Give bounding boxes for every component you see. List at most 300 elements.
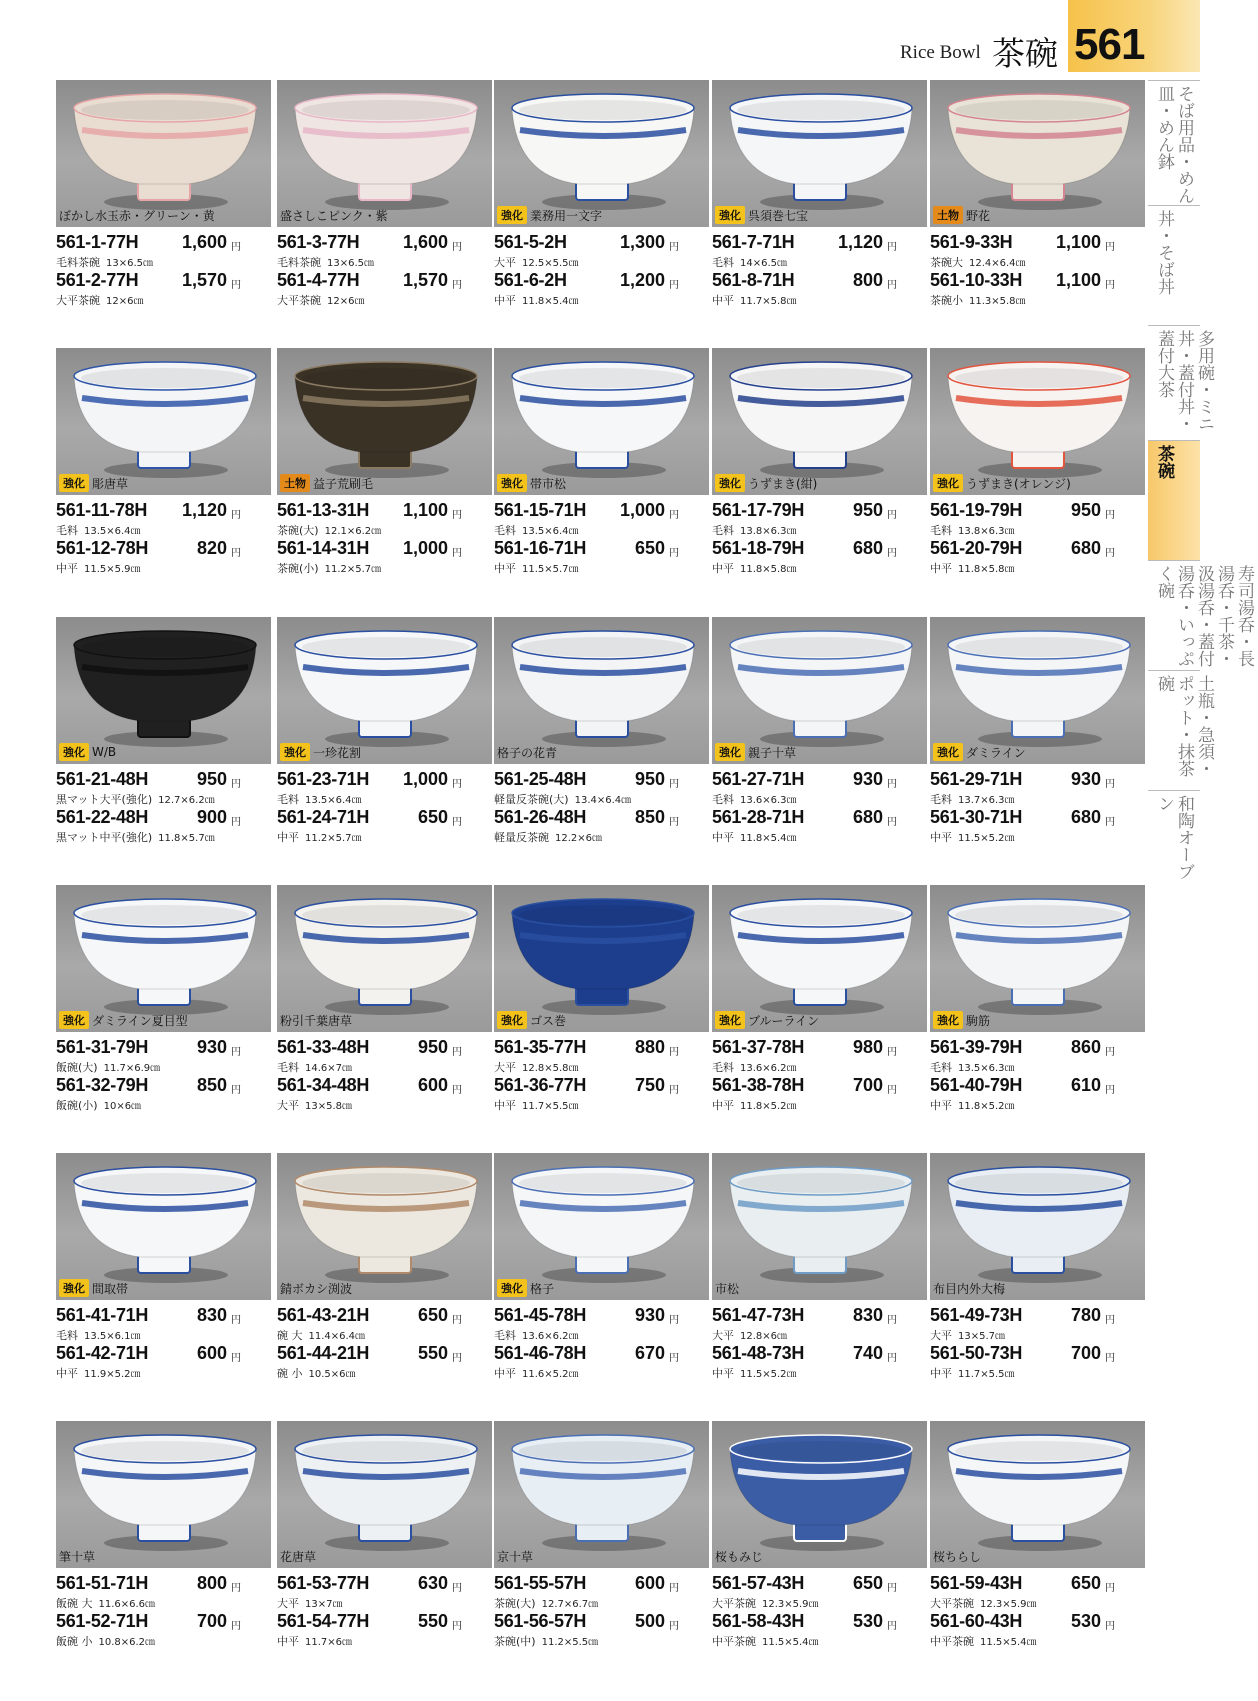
bowl-illustration	[494, 348, 709, 495]
product-size: 12.4×6.4㎝	[969, 258, 1026, 269]
product-spec	[277, 1633, 352, 1649]
product-spec	[56, 791, 215, 807]
product-size: 11.7×5.5㎝	[522, 1101, 579, 1112]
product-card[interactable]	[56, 885, 271, 1165]
product-card[interactable]	[277, 885, 492, 1165]
side-tab[interactable]	[1148, 790, 1200, 885]
product-size: 13×6.5㎝	[327, 258, 375, 269]
product-spec	[277, 254, 374, 270]
product-code: 561-6-2H	[494, 270, 567, 290]
product-photo	[494, 348, 709, 495]
product-name: 京十草	[497, 1550, 534, 1564]
yen-unit: 円	[887, 1621, 897, 1632]
bowl-illustration	[277, 617, 492, 764]
product-price: 680	[1070, 807, 1101, 827]
product-name: ダミライン	[966, 745, 1026, 760]
product-spec	[56, 1633, 155, 1649]
product-size: 13×7㎝	[305, 1599, 343, 1610]
product-code: 561-60-43H	[930, 1611, 1023, 1631]
product-card[interactable]	[930, 617, 1145, 897]
price-line	[277, 270, 492, 292]
product-price: 750	[634, 1075, 665, 1095]
product-price: 550	[417, 1343, 448, 1363]
product-price: 650	[634, 538, 665, 558]
product-card[interactable]	[494, 1153, 709, 1433]
product-card[interactable]	[494, 1421, 709, 1701]
product-code: 561-14-31H	[277, 538, 370, 558]
product-size: 14.6×7㎝	[305, 1063, 353, 1074]
product-card[interactable]	[712, 885, 927, 1165]
product-type: 茶碗小	[930, 294, 963, 307]
product-badge: 強化	[280, 743, 310, 761]
product-code: 561-35-77H	[494, 1037, 587, 1057]
product-card[interactable]	[56, 1421, 271, 1701]
product-size: 13.5×6.4㎝	[84, 526, 141, 537]
product-size: 10×6㎝	[103, 1101, 142, 1112]
product-spec	[56, 1097, 141, 1113]
product-size: 11.8×5.2㎝	[740, 1101, 797, 1112]
product-code: 561-45-78H	[494, 1305, 587, 1325]
product-name: ダミライン夏目型	[92, 1013, 188, 1028]
product-card[interactable]	[277, 1153, 492, 1433]
product-caption	[715, 743, 796, 761]
product-spec	[277, 560, 381, 576]
product-code: 561-41-71H	[56, 1305, 149, 1325]
product-price: 700	[852, 1075, 883, 1095]
product-spec	[930, 1097, 1015, 1113]
product-type: 黒マット大平(強化)	[56, 793, 153, 806]
product-code: 561-20-79H	[930, 538, 1023, 558]
product-size: 11.5×5.9㎝	[84, 564, 141, 575]
product-spec	[930, 1327, 1005, 1343]
price-line	[930, 769, 1145, 791]
yen-unit: 円	[1105, 242, 1115, 253]
product-card[interactable]	[494, 80, 709, 360]
product-type: 中平	[494, 1367, 516, 1380]
side-tab-label: 寿司湯呑・長湯呑・千茶・汲湯呑・蓋付湯呑・いっぷく碗	[1154, 565, 1254, 667]
product-size: 13.5×6.3㎝	[958, 1063, 1015, 1074]
price-line	[277, 1037, 492, 1059]
product-photo	[494, 885, 709, 1032]
product-caption	[497, 1011, 566, 1029]
yen-unit: 円	[669, 1047, 679, 1058]
product-code: 561-19-79H	[930, 500, 1023, 520]
product-code: 561-2-77H	[56, 270, 139, 290]
product-type: 毛料	[56, 1329, 78, 1342]
product-card[interactable]	[712, 617, 927, 897]
yen-unit: 円	[1105, 1315, 1115, 1326]
product-code: 561-7-71H	[712, 232, 795, 252]
product-badge: 強化	[59, 1279, 89, 1297]
product-code: 561-51-71H	[56, 1573, 149, 1593]
product-price: 800	[196, 1573, 227, 1593]
price-line	[277, 1611, 492, 1633]
product-photo	[930, 80, 1145, 227]
price-line	[930, 538, 1145, 560]
product-badge: 強化	[59, 743, 89, 761]
product-badge: 強化	[715, 474, 745, 492]
product-photo	[56, 348, 271, 495]
product-photo	[712, 1153, 927, 1300]
product-price: 930	[196, 1037, 227, 1057]
product-spec	[494, 522, 579, 538]
product-type: 毛料	[930, 1061, 952, 1074]
product-card[interactable]	[277, 1421, 492, 1701]
product-type: 中平	[930, 1099, 952, 1112]
product-card[interactable]	[277, 348, 492, 628]
yen-unit: 円	[669, 1085, 679, 1096]
bowl-illustration	[712, 1153, 927, 1300]
product-card[interactable]	[930, 1153, 1145, 1433]
product-spec	[277, 1097, 352, 1113]
product-type: 中平	[712, 562, 734, 575]
product-spec	[494, 791, 631, 807]
product-photo	[56, 1421, 271, 1568]
product-code: 561-26-48H	[494, 807, 587, 827]
price-line	[277, 538, 492, 560]
bowl-illustration	[712, 617, 927, 764]
product-type: 毛料茶碗	[277, 256, 321, 269]
product-type: 毛料	[277, 793, 299, 806]
price-line	[494, 1343, 709, 1365]
bowl-illustration	[56, 1153, 271, 1300]
product-size: 11.2×5.7㎝	[305, 833, 362, 844]
product-price: 850	[634, 807, 665, 827]
product-spec	[494, 1059, 579, 1075]
product-name: ゴス巻	[530, 1013, 567, 1028]
side-tab[interactable]	[1148, 670, 1214, 790]
product-size: 11.5×5.2㎝	[958, 833, 1015, 844]
product-price: 850	[196, 1075, 227, 1095]
product-price: 950	[852, 500, 883, 520]
product-type: 大平茶碗	[56, 294, 100, 307]
yen-unit: 円	[231, 242, 241, 253]
side-tab-label: 茶碗	[1154, 445, 1174, 479]
product-size: 13.5×6.1㎝	[84, 1331, 141, 1342]
product-badge: 強化	[715, 206, 745, 224]
product-badge: 強化	[59, 474, 89, 492]
product-code: 561-49-73H	[930, 1305, 1023, 1325]
product-size: 13.6×6.3㎝	[740, 795, 797, 806]
product-price: 930	[1070, 769, 1101, 789]
bowl-illustration	[56, 348, 271, 495]
product-spec	[494, 1595, 598, 1611]
product-name: 布目内外大梅	[933, 1282, 1006, 1296]
product-code: 561-9-33H	[930, 232, 1013, 252]
product-code: 561-13-31H	[277, 500, 370, 520]
product-price: 860	[1070, 1037, 1101, 1057]
product-name: 一珍花割	[313, 745, 362, 760]
yen-unit: 円	[231, 779, 241, 790]
side-tab[interactable]	[1148, 80, 1200, 205]
price-line	[930, 807, 1145, 829]
yen-unit: 円	[1105, 280, 1115, 291]
product-size: 13.8×6.3㎝	[958, 526, 1015, 537]
bowl-illustration	[56, 1421, 271, 1568]
page-number: 561	[1074, 20, 1145, 69]
product-type: 大平茶碗	[277, 294, 321, 307]
product-badge: 強化	[497, 206, 527, 224]
product-code: 561-42-71H	[56, 1343, 149, 1363]
price-line	[56, 1573, 271, 1595]
product-badge: 土物	[280, 474, 310, 492]
product-price: 1,120	[837, 232, 883, 252]
product-price: 1,100	[1055, 232, 1101, 252]
product-size: 10.8×6.2㎝	[98, 1637, 156, 1648]
product-spec	[712, 1595, 819, 1611]
yen-unit: 円	[452, 1583, 462, 1594]
yen-unit: 円	[452, 1047, 462, 1058]
product-size: 11.5×5.4㎝	[980, 1637, 1037, 1648]
product-photo	[930, 617, 1145, 764]
yen-unit: 円	[231, 280, 241, 291]
product-type: 大平	[494, 1061, 516, 1074]
product-caption	[497, 744, 557, 761]
product-type: 茶碗(大)	[494, 1597, 536, 1610]
product-size: 11.5×5.7㎝	[522, 564, 579, 575]
yen-unit: 円	[231, 1621, 241, 1632]
product-card[interactable]	[56, 1153, 271, 1433]
product-type: 大平	[494, 256, 516, 269]
product-card[interactable]	[930, 348, 1145, 628]
product-name: 錆ボカシ渕波	[280, 1282, 353, 1296]
yen-unit: 円	[231, 1047, 241, 1058]
product-type: 毛料	[712, 524, 734, 537]
price-line	[277, 1573, 492, 1595]
product-card[interactable]	[712, 1421, 927, 1701]
product-photo	[494, 1421, 709, 1568]
product-card[interactable]	[277, 80, 492, 360]
product-spec	[712, 1365, 797, 1381]
product-code: 561-23-71H	[277, 769, 370, 789]
product-code: 561-52-71H	[56, 1611, 149, 1631]
product-photo	[277, 348, 492, 495]
product-type: 大平	[712, 1329, 734, 1342]
yen-unit: 円	[452, 817, 462, 828]
product-spec	[494, 829, 602, 845]
product-card[interactable]	[56, 348, 271, 628]
price-line	[56, 1075, 271, 1097]
product-code: 561-48-73H	[712, 1343, 805, 1363]
product-spec	[56, 1059, 160, 1075]
product-spec	[930, 292, 1026, 308]
side-tab-label: 和陶オーブン	[1154, 795, 1194, 880]
product-badge: 強化	[933, 1011, 963, 1029]
product-size: 12×6㎝	[327, 296, 365, 307]
price-line	[712, 807, 927, 829]
product-photo	[930, 885, 1145, 1032]
product-caption	[933, 1280, 1005, 1297]
yen-unit: 円	[452, 1353, 462, 1364]
product-price: 930	[852, 769, 883, 789]
product-name: 益子荒刷毛	[313, 476, 374, 491]
product-type: 碗 大	[277, 1329, 303, 1342]
product-size: 10.5×6㎝	[308, 1369, 356, 1380]
product-code: 561-57-43H	[712, 1573, 805, 1593]
side-tab-label: そば用品・めん皿・めん鉢	[1154, 85, 1194, 204]
product-card[interactable]	[712, 80, 927, 360]
product-code: 561-11-78H	[56, 500, 148, 520]
product-name: 桜もみじ	[715, 1550, 764, 1564]
product-spec	[277, 292, 364, 308]
product-spec	[712, 1097, 797, 1113]
price-line	[277, 1343, 492, 1365]
product-badge: 強化	[497, 1279, 527, 1297]
product-name: 格子の花青	[497, 746, 558, 760]
product-price: 680	[1070, 538, 1101, 558]
product-type: 飯碗(大)	[56, 1061, 98, 1074]
product-name: 野花	[966, 208, 991, 223]
price-line	[277, 769, 492, 791]
product-price: 650	[852, 1573, 883, 1593]
product-code: 561-21-48H	[56, 769, 149, 789]
product-badge: 強化	[715, 743, 745, 761]
yen-unit: 円	[669, 510, 679, 521]
yen-unit: 円	[1105, 1047, 1115, 1058]
product-badge: 強化	[497, 1011, 527, 1029]
product-price: 950	[196, 769, 227, 789]
price-line	[56, 538, 271, 560]
product-type: 中平	[930, 1367, 952, 1380]
product-spec	[930, 1059, 1015, 1075]
product-caption	[933, 1548, 981, 1565]
side-tab[interactable]	[1148, 560, 1254, 670]
product-type: 毛料茶碗	[56, 256, 100, 269]
price-line	[494, 500, 709, 522]
bowl-illustration	[56, 80, 271, 227]
product-code: 561-8-71H	[712, 270, 795, 290]
product-size: 13.5×6.4㎝	[522, 526, 579, 537]
product-size: 11.5×5.4㎝	[762, 1637, 819, 1648]
product-photo	[56, 617, 271, 764]
product-price: 1,600	[402, 232, 448, 252]
product-spec	[56, 292, 143, 308]
product-price: 530	[852, 1611, 883, 1631]
price-line	[712, 769, 927, 791]
price-line	[930, 1343, 1145, 1365]
product-name: 業務用一文字	[530, 208, 603, 223]
product-size: 11.9×5.2㎝	[84, 1369, 141, 1380]
product-price: 900	[196, 807, 227, 827]
product-caption	[715, 1011, 819, 1029]
yen-unit: 円	[887, 548, 897, 559]
yen-unit: 円	[1105, 1583, 1115, 1594]
yen-unit: 円	[669, 817, 679, 828]
yen-unit: 円	[1105, 548, 1115, 559]
product-type: 茶碗(大)	[277, 524, 319, 537]
product-card[interactable]	[277, 617, 492, 897]
product-price: 650	[417, 1305, 448, 1325]
product-price: 530	[1070, 1611, 1101, 1631]
price-line	[930, 1305, 1145, 1327]
product-card[interactable]	[56, 617, 271, 897]
product-size: 13×5.8㎝	[305, 1101, 353, 1112]
product-card[interactable]	[56, 80, 271, 360]
price-line	[277, 807, 492, 829]
yen-unit: 円	[452, 548, 462, 559]
product-price: 1,200	[619, 270, 665, 290]
product-type: 中平	[712, 831, 734, 844]
price-line	[56, 769, 271, 791]
product-type: 軽量反茶碗	[494, 831, 549, 844]
product-size: 11.8×5.8㎝	[958, 564, 1015, 575]
product-name: 格子	[530, 1281, 555, 1296]
product-card[interactable]	[930, 80, 1145, 360]
product-caption	[280, 474, 373, 492]
product-spec	[277, 1059, 352, 1075]
product-spec	[712, 1059, 797, 1075]
yen-unit: 円	[452, 1085, 462, 1096]
price-line	[930, 1075, 1145, 1097]
product-price: 630	[417, 1573, 448, 1593]
product-photo	[712, 1421, 927, 1568]
product-size: 11.6×5.2㎝	[522, 1369, 579, 1380]
price-line	[56, 1305, 271, 1327]
product-size: 11.3×5.8㎝	[969, 296, 1026, 307]
product-spec	[712, 1327, 787, 1343]
bowl-illustration	[56, 885, 271, 1032]
product-code: 561-39-79H	[930, 1037, 1023, 1057]
product-card[interactable]	[712, 1153, 927, 1433]
product-type: 毛料	[494, 524, 516, 537]
product-caption	[715, 206, 808, 224]
side-tab-label: 多用碗・ミニ丼・蓋付丼・蓋付大茶	[1154, 330, 1214, 432]
product-photo	[930, 1153, 1145, 1300]
product-type: 飯碗 小	[56, 1635, 93, 1648]
yen-unit: 円	[231, 1315, 241, 1326]
product-size: 13.5×6.4㎝	[305, 795, 362, 806]
product-price: 800	[852, 270, 883, 290]
product-photo	[712, 80, 927, 227]
price-line	[56, 270, 271, 292]
product-type: 中平	[712, 1367, 734, 1380]
product-card[interactable]	[930, 885, 1145, 1165]
yen-unit: 円	[1105, 1621, 1115, 1632]
product-card[interactable]	[930, 1421, 1145, 1701]
side-tab[interactable]	[1148, 325, 1214, 440]
product-card[interactable]	[494, 885, 709, 1165]
product-spec	[712, 791, 797, 807]
yen-unit: 円	[231, 1085, 241, 1096]
price-line	[712, 232, 927, 254]
product-name: 桜ちらし	[933, 1550, 982, 1564]
product-name: 親子十草	[748, 745, 797, 760]
product-badge: 強化	[933, 474, 963, 492]
side-tab[interactable]	[1148, 205, 1200, 325]
yen-unit: 円	[1105, 817, 1115, 828]
product-card[interactable]	[712, 348, 927, 628]
product-type: 大平茶碗	[930, 1597, 974, 1610]
product-spec	[930, 791, 1015, 807]
yen-unit: 円	[231, 1353, 241, 1364]
yen-unit: 円	[452, 242, 462, 253]
product-card[interactable]	[494, 617, 709, 897]
product-card[interactable]	[494, 348, 709, 628]
product-price: 820	[196, 538, 227, 558]
product-type: 茶碗(小)	[277, 562, 319, 575]
product-caption	[59, 1011, 188, 1029]
yen-unit: 円	[1105, 779, 1115, 790]
product-price: 1,000	[402, 538, 448, 558]
price-line	[712, 500, 927, 522]
side-tab[interactable]	[1148, 440, 1200, 560]
product-type: 中平茶碗	[712, 1635, 756, 1648]
product-spec	[930, 1595, 1037, 1611]
product-price: 830	[196, 1305, 227, 1325]
product-code: 561-18-79H	[712, 538, 805, 558]
product-type: 軽量反茶碗(大)	[494, 793, 569, 806]
product-code: 561-27-71H	[712, 769, 805, 789]
